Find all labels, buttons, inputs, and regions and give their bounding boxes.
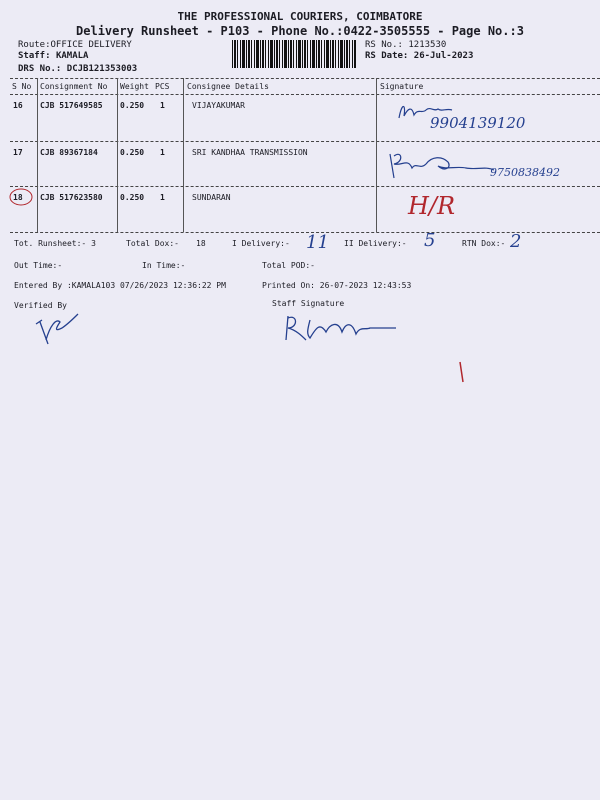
row-weight: 0.250 bbox=[120, 148, 145, 157]
row-pcs: 1 bbox=[160, 101, 165, 110]
ii-delivery-handwritten: 5 bbox=[424, 230, 436, 251]
route-line bbox=[18, 40, 132, 50]
company-title: THE PROFESSIONAL COURIERS, COIMBATORE bbox=[177, 10, 423, 23]
row-weight: 0.250 bbox=[120, 101, 145, 110]
row-weight: 0.250 bbox=[120, 193, 145, 202]
row-divider bbox=[10, 186, 600, 187]
rs-no-line bbox=[365, 40, 446, 50]
row-signature-text: 9904139120 bbox=[430, 114, 526, 132]
printed-on: Printed On: 26-07-2023 12:43:53 bbox=[262, 281, 412, 290]
col-header-signature: Signature bbox=[380, 82, 424, 91]
tot-runsheet: Tot. Runsheet:- 3 bbox=[14, 239, 96, 248]
rs-date-line bbox=[365, 51, 473, 61]
staff-signature-scribble bbox=[284, 310, 404, 346]
rtn-dox-label: RTN Dox:- bbox=[462, 239, 506, 248]
runsheet-title: Delivery Runsheet - P103 - Phone No.:0422-3505555 - Page No.:3 bbox=[76, 24, 524, 38]
total-dox-value: 18 bbox=[196, 239, 206, 248]
col-divider bbox=[117, 78, 118, 232]
out-time: Out Time:- bbox=[14, 261, 63, 270]
row-consignment: CJB 89367184 bbox=[40, 148, 98, 157]
verified-by-label: Verified By bbox=[14, 301, 67, 310]
rs-date-value: 26-Jul-2023 bbox=[413, 51, 474, 61]
row-consignment: CJB 517623580 bbox=[40, 193, 103, 202]
ii-delivery-label: II Delivery:- bbox=[344, 239, 407, 248]
drs-value: DCJB121353003 bbox=[66, 64, 138, 74]
table-header-rule bbox=[10, 94, 600, 95]
row-pcs: 1 bbox=[160, 193, 165, 202]
col-header-consignment: Consignment No bbox=[40, 82, 108, 91]
col-divider bbox=[376, 78, 377, 232]
row-consignment: CJB 517649585 bbox=[40, 101, 103, 110]
i-delivery-handwritten: 11 bbox=[306, 232, 329, 253]
total-dox-label: Total Dox:- bbox=[126, 239, 179, 248]
row-signature-text: H/R bbox=[408, 192, 456, 220]
drs-label: DRS No.: bbox=[18, 64, 62, 74]
staff-label: Staff: bbox=[18, 51, 51, 61]
i-delivery-label: I Delivery:- bbox=[232, 239, 290, 248]
col-header-weight: Weight bbox=[120, 82, 149, 91]
staff-line bbox=[18, 51, 88, 61]
staff-signature-label: Staff Signature bbox=[272, 299, 345, 308]
total-pod: Total POD:- bbox=[262, 261, 315, 270]
staff-value: KAMALA bbox=[55, 51, 89, 61]
entered-by: Entered By :KAMALA103 07/26/2023 12:36:22 PM bbox=[14, 281, 226, 290]
verified-signature bbox=[32, 310, 92, 350]
row-sno: 18 bbox=[13, 193, 23, 202]
col-header-consignee: Consignee Details bbox=[187, 82, 269, 91]
col-divider bbox=[183, 78, 184, 232]
row-sno: 16 bbox=[13, 101, 23, 110]
row-sno: 17 bbox=[13, 148, 23, 157]
row-pcs: 1 bbox=[160, 148, 165, 157]
signature-scribble bbox=[386, 148, 496, 182]
pen-mark bbox=[458, 360, 466, 386]
rtn-dox-handwritten: 2 bbox=[510, 231, 522, 252]
drs-line bbox=[18, 64, 137, 74]
rs-no-label: RS No.: bbox=[365, 40, 403, 50]
col-divider bbox=[37, 78, 38, 232]
col-header-sno: S No bbox=[12, 82, 32, 91]
route-value: OFFICE DELIVERY bbox=[50, 40, 132, 50]
row-signature-text: 9750838492 bbox=[490, 166, 560, 179]
row-consignee: VIJAYAKUMAR bbox=[192, 101, 245, 110]
row-consignee: SUNDARAN bbox=[192, 193, 231, 202]
route-label: Route: bbox=[18, 40, 51, 50]
rs-date-label: RS Date: bbox=[365, 51, 409, 61]
in-time: In Time:- bbox=[142, 261, 186, 270]
rs-no-value: 1213530 bbox=[408, 40, 447, 50]
row-divider bbox=[10, 141, 600, 142]
col-header-pcs: PCS bbox=[155, 82, 170, 91]
row-consignee: SRI KANDHAA TRANSMISSION bbox=[192, 148, 308, 157]
barcode bbox=[232, 40, 356, 68]
table-top-rule bbox=[10, 78, 600, 79]
